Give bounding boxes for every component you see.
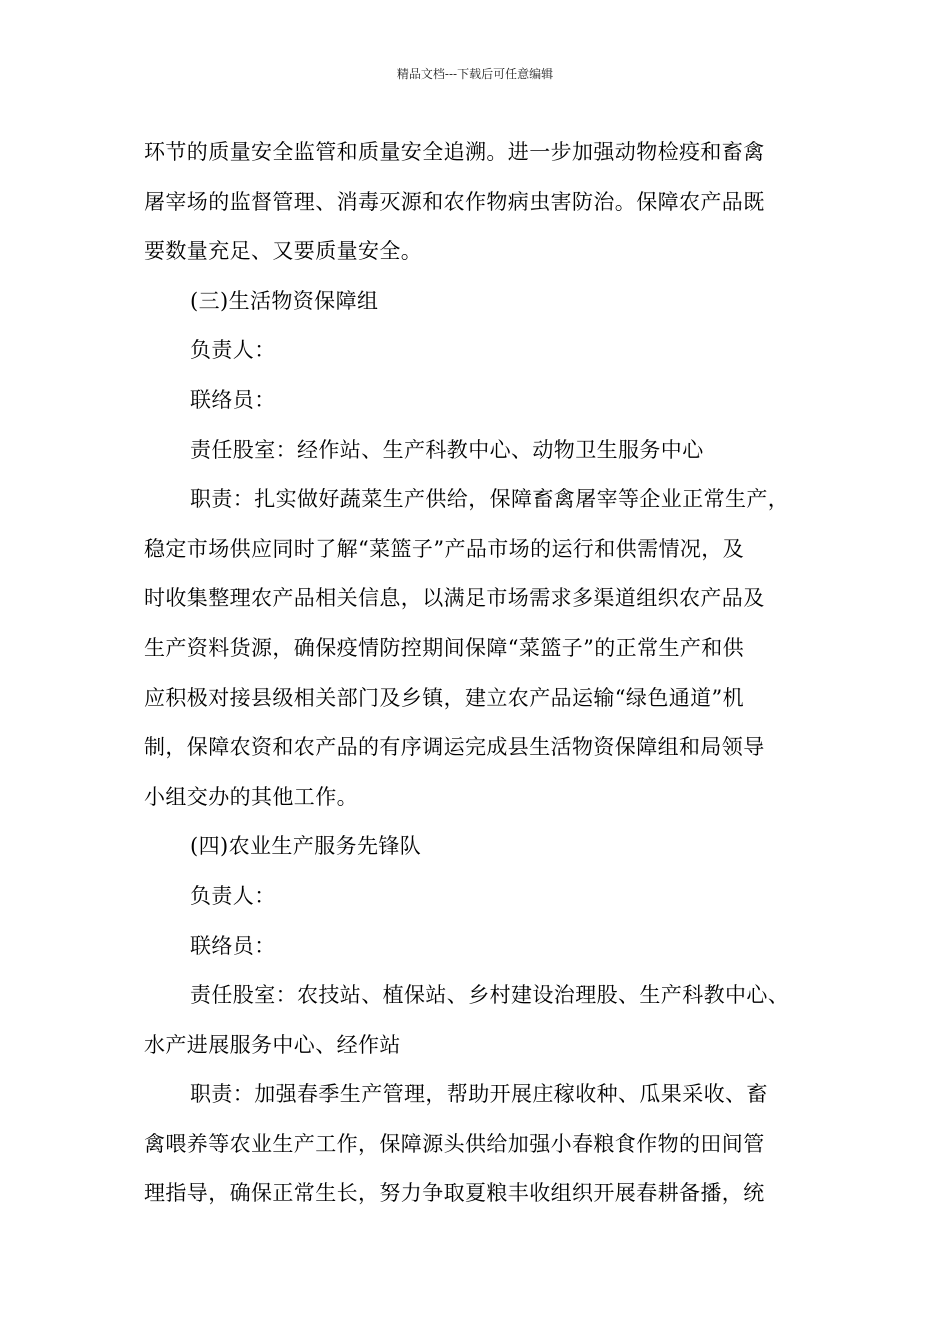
document-body xyxy=(144,128,824,1219)
text-line: 环节的质量安全监管和质量安全追溯。进一步加强动物检疫和畜禽 xyxy=(144,140,765,164)
text-line: (三)生活物资保障组 xyxy=(190,288,379,313)
text-line: 负责人： xyxy=(190,883,276,908)
text-line: 责任股室：经作站、生产科教中心、动物卫生服务中心 xyxy=(190,437,704,462)
text-line: 联络员： xyxy=(190,933,276,958)
text-line: 理指导，确保正常生长，努力争取夏粮丰收组织开展春耕备播，统 xyxy=(144,1181,765,1206)
text-line: 要数量充足、又要质量安全。 xyxy=(144,239,423,264)
text-line: 职责：加强春季生产管理，帮助开展庄稼收种、瓜果采收、畜 xyxy=(190,1082,768,1107)
text-line: 小组交办的其他工作。 xyxy=(144,784,358,809)
text-line: 禽喂养等农业生产工作，保障源头供给加强小春粮食作物的田间管 xyxy=(144,1131,765,1156)
text-line: 屠宰场的监督管理、消毒灭源和农作物病虫害防治。保障农产品既 xyxy=(144,189,765,214)
text-line: 生产资料货源，确保疫情防控期间保障“菜篮子”的正常生产和供 xyxy=(144,635,745,660)
text-line: 职责：扎实做好蔬菜生产供给，保障畜禽屠宰等企业正常生产， xyxy=(190,487,790,512)
page-header: 精品文档---下载后可任意编辑 xyxy=(396,67,554,81)
text-line: 稳定市场供应同时了解“菜篮子”产品市场的运行和供需情况，及 xyxy=(144,536,745,561)
text-line: 时收集整理农产品相关信息，以满足市场需求多渠道组织农产品及 xyxy=(144,586,765,611)
text-line: 制，保障农资和农产品的有序调运完成县生活物资保障组和局领导 xyxy=(144,735,765,760)
text-line: 责任股室：农技站、植保站、乡村建设治理股、生产科教中心、 xyxy=(190,983,790,1008)
text-line: 联络员： xyxy=(190,387,276,412)
text-line: 负责人： xyxy=(190,338,276,363)
text-line: (四)农业生产服务先锋队 xyxy=(190,834,422,859)
text-line: 应积极对接县级相关部门及乡镇，建立农产品运输“绿色通道”机 xyxy=(144,685,745,710)
text-line: 水产进展服务中心、经作站 xyxy=(144,1032,401,1057)
